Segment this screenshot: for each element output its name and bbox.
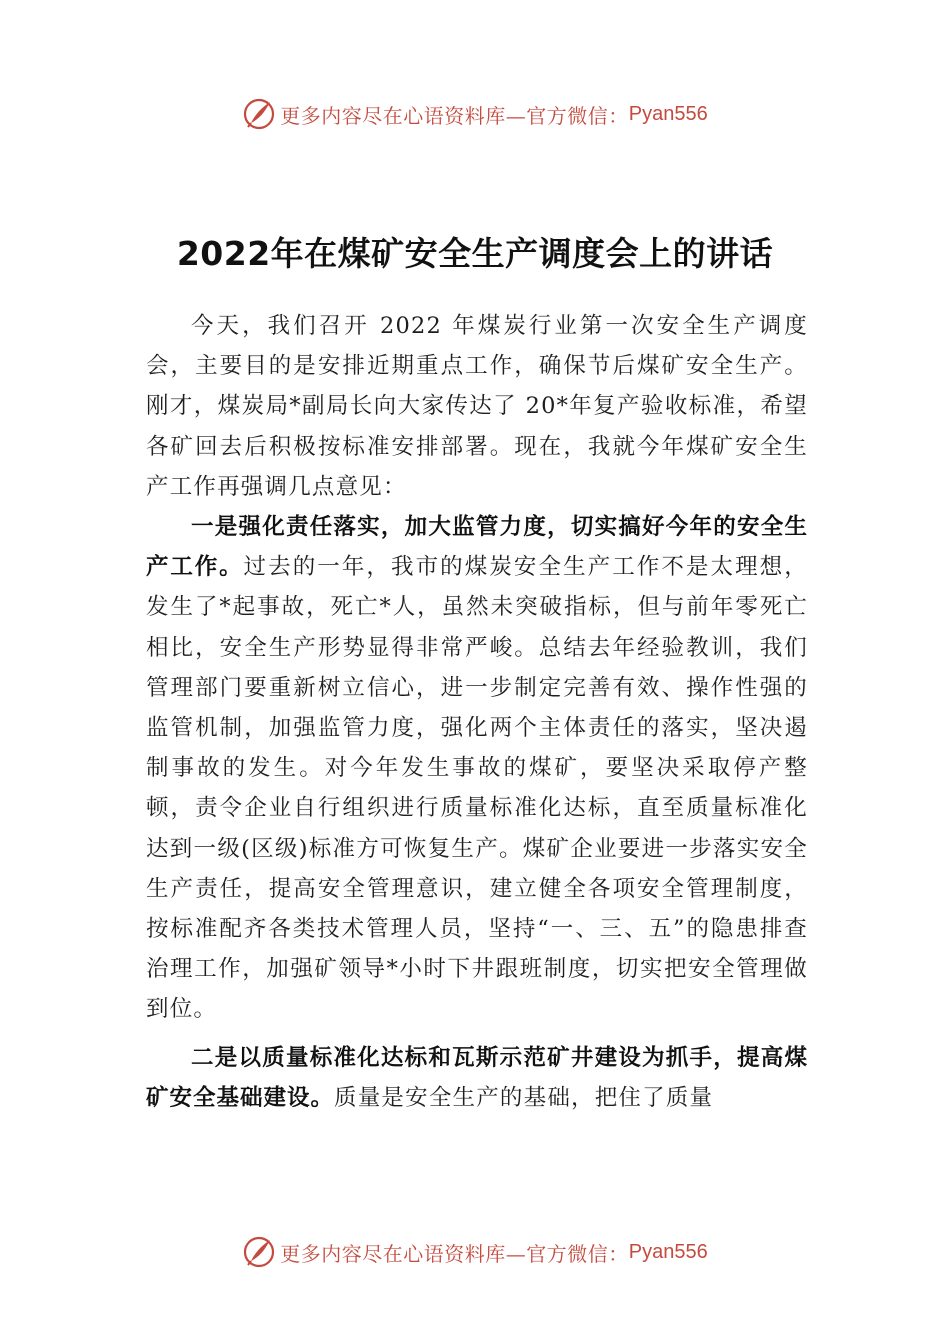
quill-logo-icon [242, 1235, 276, 1269]
paragraph-lead: 二是以质量标准化达标和瓦斯示范矿井建设为抓手，提高煤矿安全基础建设。 [146, 1044, 808, 1111]
paragraph-lead: 一是强化责任落实，加大监管力度，切实搞好今年的安全生产工作。 [146, 514, 808, 581]
paragraph-text: 过去的一年，我市的煤炭安全生产工作不是太理想，发生了*起事故，死亡*人，虽然未突破指标，但与前年零死亡相比，安全生产形势显得非常严峻。总结去年经验教训，我们管理部门要重新树立信心，进一步制定完善有效、操作性强的监管机制，加强监管力度，强化两个主体责任的落实，坚决遏制事故的发生。对今年发生事故的煤矿，要坚决采取停产整顿，责令企业自行组织进行质量标准化达标，直至质量标准化达到一级(区级)标准方可恢复生产。煤矿企业要进一步落实安全生产责任，提高安全管理意识，建立健全各项安全管理制度，按标准配齐各类技术管理人员，坚持“一、三、五”的隐患排查治理工作，加强矿领导*小时下井跟班制度，切实把安全管理做到位。 [146, 554, 808, 1023]
quill-logo-icon [242, 97, 276, 131]
banner-text: 更多内容尽在心语资料库—官方微信： [280, 1241, 629, 1266]
paragraph-text: 质量是安全生产的基础，把住了质量 [334, 1084, 714, 1111]
paragraph-point-two [146, 1038, 808, 1118]
paragraph-point-one [146, 507, 808, 1030]
header-banner [0, 94, 950, 134]
footer-banner [0, 1232, 950, 1272]
banner-wechat-id: Pyan556 [628, 102, 708, 125]
banner-wechat-id: Pyan556 [628, 1240, 708, 1263]
document-body [146, 306, 808, 1118]
document-title: 2022年在煤矿安全生产调度会上的讲话 [176, 234, 774, 273]
paragraph-intro [146, 306, 808, 507]
banner-text: 更多内容尽在心语资料库—官方微信： [280, 103, 629, 128]
paragraph-text: 今天，我们召开 2022 年煤炭行业第一次安全生产调度会，主要目的是安排近期重点工作，确保节后煤矿安全生产。刚才，煤炭局*副局长向大家传达了 20*年复产验收标准，希望各矿回去后积极按标准安排部署。现在，我就今年煤矿安全生产工作再强调几点意见： [146, 313, 808, 500]
